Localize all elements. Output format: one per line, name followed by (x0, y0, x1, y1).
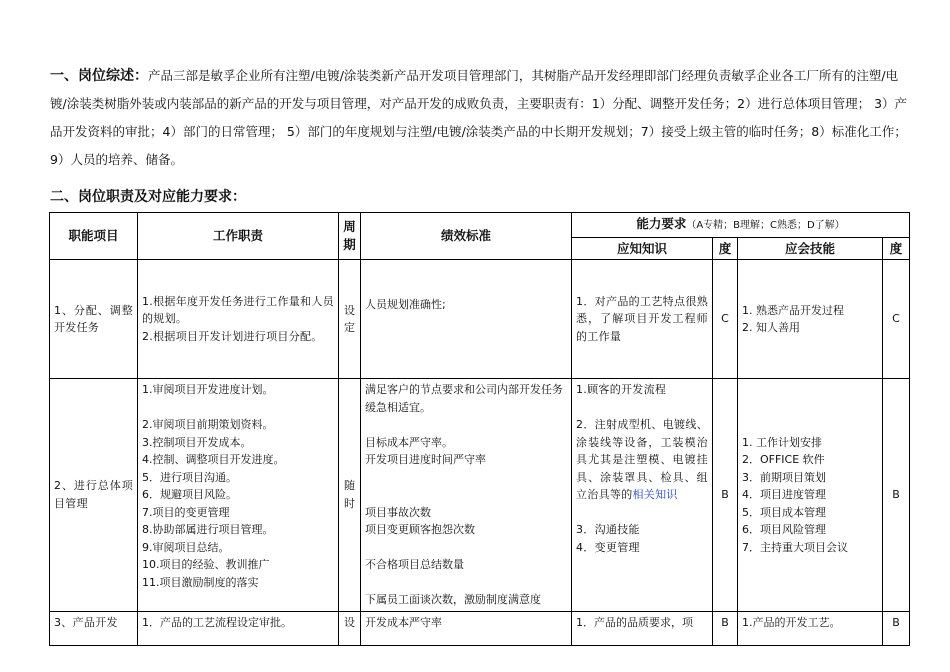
standard-line: 满足客户的节点要求和公司内部开发任务缓急相适宜。 (365, 383, 563, 414)
table-row (50, 260, 910, 379)
duty-line: 1.根据年度开发任务进行工作量和人员的规划。 (142, 294, 334, 326)
standard-line: 开发项目进度时间严守率 (365, 453, 486, 466)
skill-line: 7．主持重大项目会议 (742, 540, 848, 554)
degree-cell: C (713, 260, 738, 379)
duty-line: 6．规避项目风险。 (142, 488, 237, 501)
duty-line: 7.项目的变更管理 (142, 505, 230, 519)
standard-line: 项目变更顾客抱怨次数 (365, 523, 475, 536)
duty-line: 11.项目激励制度的落实 (142, 575, 259, 589)
degree-cell: B (713, 379, 738, 612)
standard-line: 下属员工面谈次数，激励制度满意度 (365, 593, 541, 606)
duties-cell (138, 379, 339, 612)
skill-line: 1.产品的开发工艺。 (742, 615, 841, 629)
section1-heading: 一、岗位综述： (50, 68, 148, 84)
standard-line: 目标成本严守率。 (365, 435, 453, 449)
header-skill: 应会技能 (738, 237, 883, 260)
item-cell: 1、分配、调整开发任务 (50, 260, 138, 379)
duty-line: 5．进行项目沟通。 (142, 470, 237, 484)
header-duty: 工作职责 (138, 213, 339, 260)
skill-cell (738, 611, 883, 645)
skill-line: 5．项目成本管理 (742, 505, 826, 519)
knowledge-line: 1．产品的品质要求，项 (576, 615, 693, 629)
knowledge-line: 1．对产品的工艺特点很熟悉，了解项目开发工程师的工作量 (576, 294, 708, 343)
skill-cell (738, 260, 883, 379)
section-overview (50, 62, 912, 174)
duty-line: 1.审阅项目开发进度计划。 (142, 383, 274, 396)
header-degree-2: 度 (883, 237, 910, 260)
duty-line: 8.协助部属进行项目管理。 (142, 523, 274, 536)
degree-cell: C (883, 260, 910, 379)
table-row (50, 611, 910, 645)
duty-line: 9.审阅项目总结。 (142, 540, 230, 554)
header-period: 周期 (339, 213, 361, 260)
standard-cell (361, 379, 572, 612)
period-cell: 设定 (339, 260, 361, 379)
skill-cell (738, 379, 883, 612)
header-standard: 绩效标准 (361, 213, 572, 260)
duty-table (49, 212, 910, 646)
related-knowledge-link[interactable]: 相关知识 (632, 488, 678, 501)
knowledge-cell (572, 260, 713, 379)
skill-line: 6．项目风险管理 (742, 523, 826, 536)
standard-line: 项目事故次数 (365, 505, 431, 519)
skill-line: 4．项目进度管理 (742, 488, 826, 501)
knowledge-line: 1.顾客的开发流程 (576, 383, 667, 396)
duties-cell (138, 260, 339, 379)
header-item: 职能项目 (50, 213, 138, 260)
table-row (50, 379, 910, 612)
item-cell: 3、产品开发 (50, 611, 138, 645)
header-ability (572, 213, 910, 238)
section2-heading: 二、岗位职责及对应能力要求： (50, 189, 246, 205)
knowledge-line: 3．沟通技能 (576, 523, 640, 536)
duties-cell (138, 611, 339, 645)
duty-line: 1．产品的工艺流程设定审批。 (142, 615, 292, 629)
knowledge-line (576, 416, 708, 504)
knowledge-cell (572, 379, 713, 612)
header-knowledge: 应知知识 (572, 237, 713, 260)
knowledge-cell (572, 611, 713, 645)
section1-text: 产品三部是敏孚企业所有注塑/电镀/涂装类新产品开发项目管理部门，其树脂产品开发经理即部门经理负责敏孚企业各工厂所有的注塑/电镀/涂装类树脂外装或内装部品的新产品的开发与项目管理，对产品开发的成败负责，主要职责有：1）分配、调整开发任务；2）进行总体项目管理； 3）产品开发资料的审批；4）部门的日常管理； 5）部门的年度规划与注塑/电镀/涂装类产品的中长期开发规划；7）接受上级主管的临时任务；8）标准化工作；9）人员的培养、储备。 (50, 68, 908, 167)
item-cell: 2、进行总体项目管理 (50, 379, 138, 612)
header-ability-label: 能力要求 (636, 216, 687, 231)
header-degree-1: 度 (713, 237, 738, 260)
duty-line: 10.项目的经验、教训推广 (142, 558, 270, 571)
duty-line: 2.审阅项目前期策划资料。 (142, 418, 274, 431)
standard-line: 人员规划准确性; (365, 298, 446, 311)
knowledge-line: 4．变更管理 (576, 540, 640, 554)
period-cell: 随时 (339, 379, 361, 612)
duty-line: 2.根据项目开发计划进行项目分配。 (142, 329, 323, 343)
skill-line: 2．OFFICE 软件 (742, 453, 825, 466)
standard-cell (361, 611, 572, 645)
duty-line: 4.控制、调整项目开发进度。 (142, 453, 285, 466)
standard-line: 开发成本严守率 (365, 615, 442, 629)
standard-line: 不合格项目总结数量 (365, 558, 464, 571)
skill-line: 1. 工作计划安排 (742, 435, 822, 449)
skill-line: 3．前期项目策划 (742, 470, 826, 484)
knowledge-text: 2．注射成型机、电镀线、涂装线等设备，工装模治具尤其是注塑模、电镀挂具、涂装罩具、检具、组立治具等的 (576, 418, 708, 501)
period-cell: 设 (339, 611, 361, 645)
degree-cell: B (883, 611, 910, 645)
degree-cell: B (713, 611, 738, 645)
skill-line: 2. 知人善用 (742, 321, 800, 334)
skill-line: 1. 熟悉产品开发过程 (742, 303, 844, 317)
duty-line: 3.控制项目开发成本。 (142, 435, 252, 449)
standard-cell (361, 260, 572, 379)
header-ability-note: （A专精；B理解；C熟悉；D了解） (686, 220, 845, 231)
degree-cell: B (883, 379, 910, 612)
